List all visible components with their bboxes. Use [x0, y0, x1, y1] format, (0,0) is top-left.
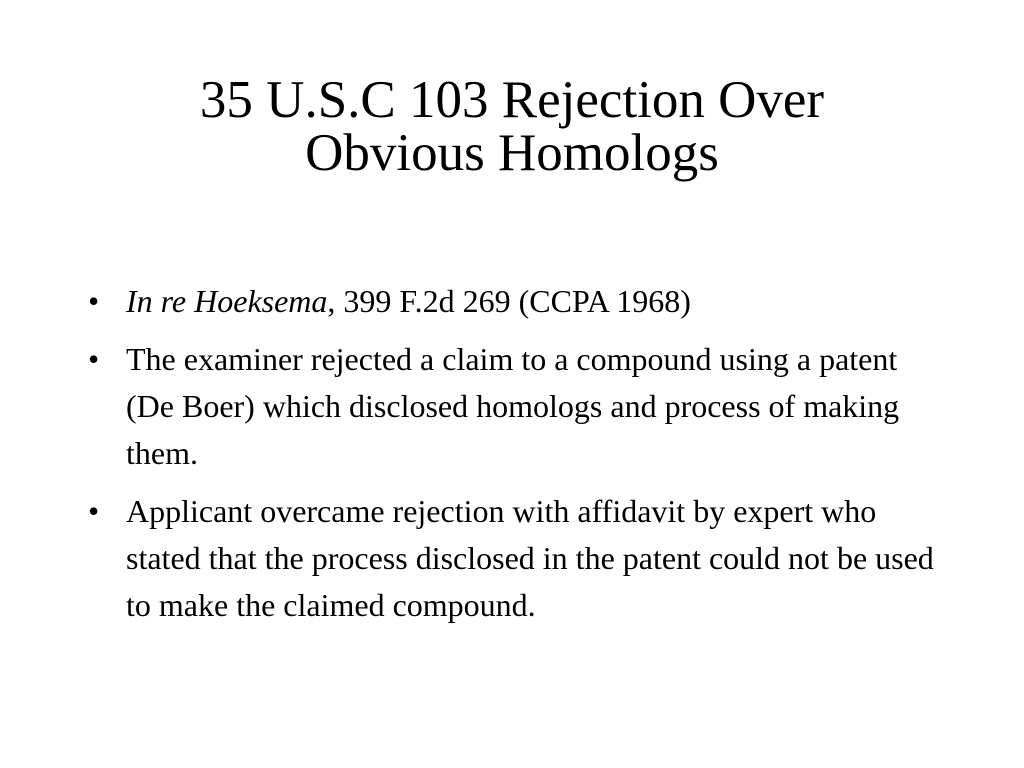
bullet-item-applicant: [84, 488, 944, 629]
bullet-item-examiner: [84, 336, 944, 477]
title-line-2: Obvious Homologs: [305, 124, 719, 182]
bullet-dot-icon: •: [88, 341, 100, 377]
bullet-text: Applicant overcame rejection with affidavit by expert who stated that the process disclosed in the patent could not be used to make the claimed compound.: [126, 493, 934, 623]
bullet-list: [84, 278, 944, 640]
slide-title: [80, 71, 944, 182]
case-name: In re Hoeksema: [126, 283, 328, 319]
case-citation: , 399 F.2d 269 (CCPA 1968): [327, 283, 691, 319]
title-line-1: 35 U.S.C 103 Rejection Over: [199, 71, 825, 129]
bullet-text: The examiner rejected a claim to a compound using a patent (De Boer) which disclosed homologs and process of making them.: [126, 341, 900, 471]
bullet-dot-icon: •: [88, 283, 100, 319]
bullet-dot-icon: •: [88, 493, 100, 529]
bullet-item-case: [84, 278, 944, 325]
